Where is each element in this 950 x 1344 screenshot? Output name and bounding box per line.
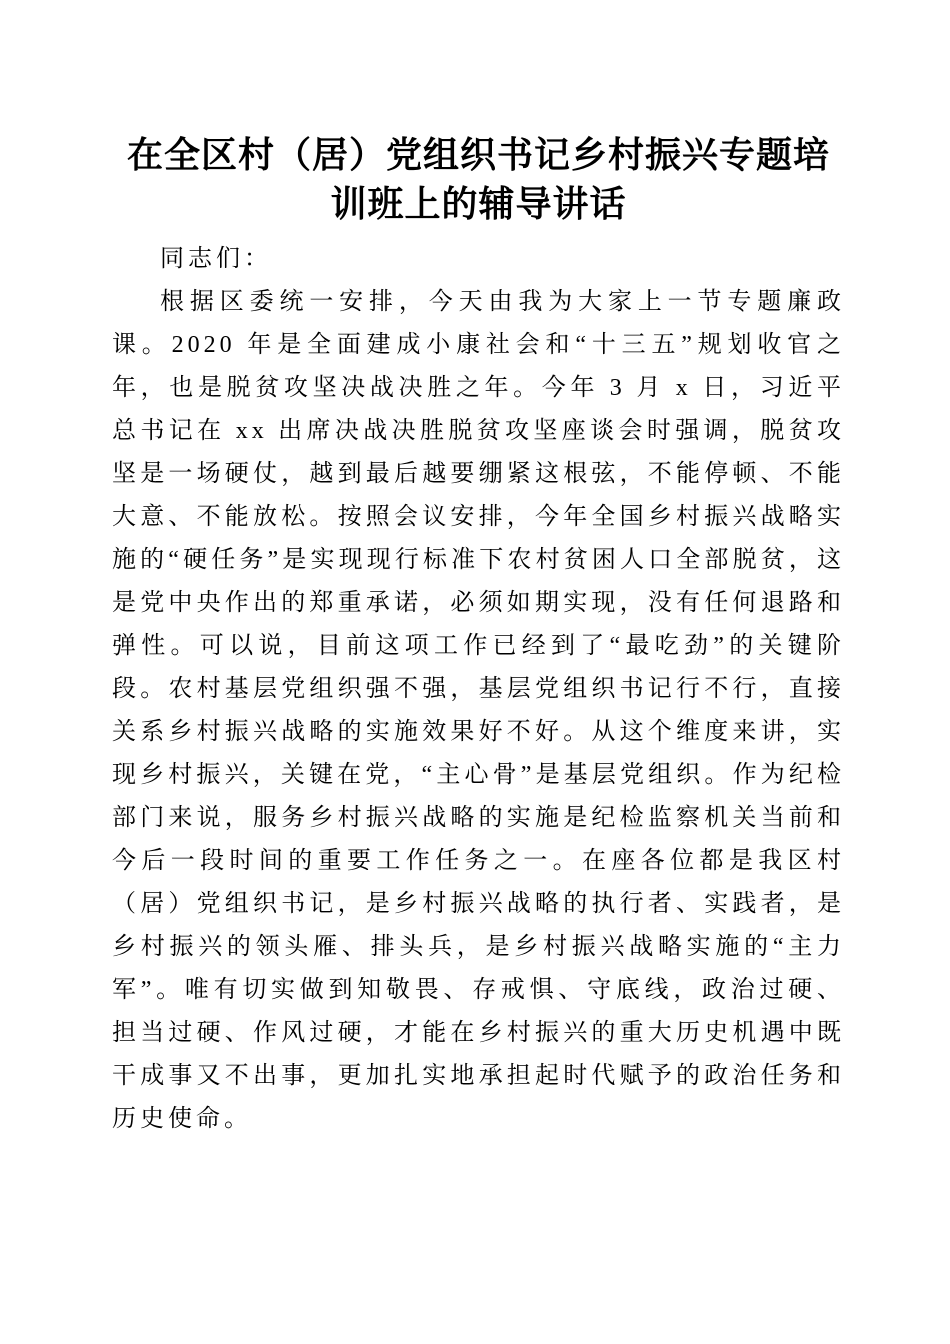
salutation-paragraph: 同志们： xyxy=(160,246,272,272)
body-paragraph: 根据区委统一安排，今天由我为大家上一节专题廉政课。2020 年是全面建成小康社会和“十三五”规划收官之年，也是脱贫攻坚决战决胜之年。今年 3 月 x 日，习近平总书记在 xx 出席决战决胜脱贫攻坚座谈会时强调，脱贫攻坚是一场硬仗，越到最后越要绷紧这根弦，不能停顿、不能大意、不能放松。按照会议安排，今年全国乡村振兴战略实施的“硬任务”是实现现行标准下农村贫困人口全部脱贫，这是党中央作出的郑重承诺，必须如期实现，没有任何退路和弹性。可以说，目前这项工作已经到了“最吃劲”的关键阶段。农村基层党组织强不强，基层党组织书记行不行，直接关系乡村振兴战略的实施效果好不好。从这个维度来讲，实现乡村振兴，关键在党，“主心骨”是基层党组织。作为纪检部门来说，服务乡村振兴战略的实施是纪检监察机关当前和今后一段时间的重要工作任务之一。在座各位都是我区村（居）党组织书记，是乡村振兴战略的执行者、实践者，是乡村振兴的领头雁、排头兵，是乡村振兴战略实施的“主力军”。唯有切实做到知敬畏、存戒惧、守底线，政治过硬、担当过硬、作风过硬，才能在乡村振兴的重大历史机遇中既干成事又不出事，更加扎实地承担起时代赋予的政治任务和历史使命。 xyxy=(112,289,845,1132)
document-title: 在全区村（居）党组织书记乡村振兴专题培训班上的辅导讲话 xyxy=(126,135,830,224)
